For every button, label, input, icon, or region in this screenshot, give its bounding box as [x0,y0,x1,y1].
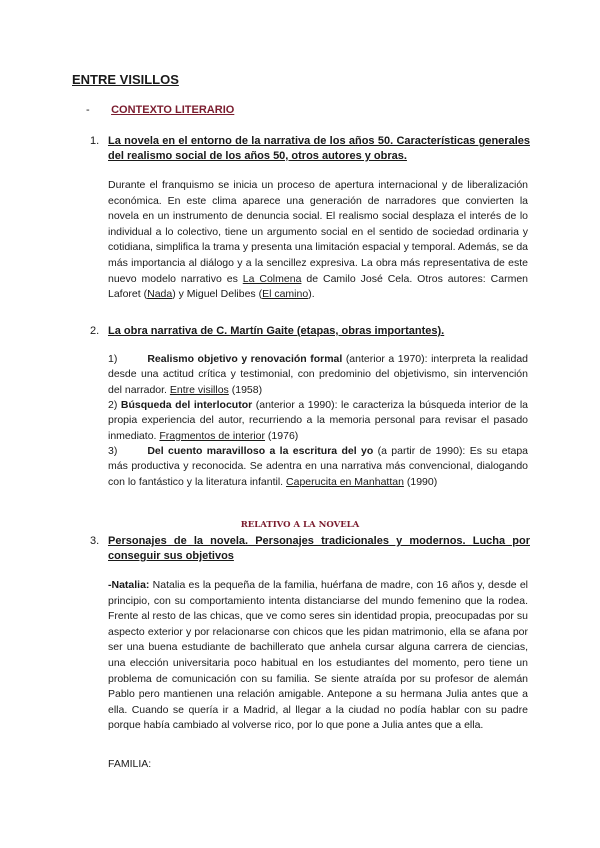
bullet-dash: - [86,104,90,116]
work-el-camino: El camino [262,288,309,301]
section-2-number: 2. [90,325,100,337]
context-bullet [86,104,234,116]
paragraph-text-a: Durante el franquismo se inicia un proceso de apertura internacional y de liberalización económica. En este clima aparece una generación de narradores que convierten la novela en un instrumento de denuncia social. El realismo social desplaza el interés de lo individual a lo colectivo, tiene un argumento social en el sentido de sociedad ordinaria y cotidiana, simplifica la trama y presenta una limitación espacial y temporal. Además, se da más importancia al diálogo y a la sencillez expresiva. La obra más representativa de este nuevo modelo narrativo es [108,179,528,285]
work-nada: Nada [147,288,173,301]
section-1-heading [90,134,530,164]
stage-work: Fragmentos de interior [159,429,266,442]
novel-section-title: RELATIVO A LA NOVELA [240,520,360,530]
section-1-number: 1. [90,135,100,147]
stage-year: (1990) [403,475,438,488]
stage-title: Búsqueda del interlocutor [120,399,253,411]
section-1-paragraph [108,178,528,303]
context-heading: CONTEXTO LITERARIO [111,104,235,116]
section-2-heading-text: La obra narrativa de C. Martín Gaite (etapas, obras importantes). [108,325,445,337]
stage-title: Del cuento maravilloso a la escritura del yo [147,445,374,457]
stage-label: 1) [108,353,118,365]
paragraph-text-c: ) y Miguel Delibes ( [172,288,263,301]
stage-year: (1958) [228,383,263,396]
character-name: -Natalia: [108,579,150,591]
paragraph-text-b: de Camilo José Cela. Otros autores: Carmen Laforet ( [108,272,529,301]
stage-label: 3) [108,445,118,457]
section-1-heading-text: La novela en el entorno de la narrativa de los años 50. Características generales del realismo social de los años 50, otros autores y obras. [108,135,530,162]
stage-text: (anterior a 1970): interpreta la realidad desde una actitud crítica y testimonial, con predominio del objetivismo, sin intervención del narrador. [108,353,528,396]
section-3-heading [90,534,530,564]
stage-year: (1976) [265,429,299,442]
stage-label: 2) [108,399,118,411]
paragraph-text-d: ). [308,288,315,301]
section-2-heading [90,324,530,339]
stage-work: Entre visillos [169,383,229,396]
section-3-heading-text: Personajes de la novela. Personajes tradicionales y modernos. Lucha por conseguir sus objetivos [108,535,530,562]
section-3-number: 3. [90,535,100,547]
stage-title: Realismo objetivo y renovación formal [147,353,343,365]
stage-work: Caperucita en Manhattan [286,475,404,488]
stage-item-3 [108,444,528,490]
familia-label: FAMILIA: [108,758,152,770]
work-la-colmena: La Colmena [242,272,302,285]
document-title: ENTRE VISILLOS [72,72,179,87]
stage-text: (a partir de 1990): Es su etapa más productiva y reconocida. Se adentra en una narrativa más convencional, dialogando con lo fantástico y la literatura infantil. [108,445,529,488]
stage-item-1 [108,352,528,398]
natalia-text: Natalia es la pequeña de la familia, huérfana de madre, con 16 años y, desde el principio, con su comportamiento intenta distanciarse del mundo femenino que la rodea. Frente al resto de las chicas, que ve como seres sin identidad propia, preocupadas por su aspecto exterior y por relacionarse con chicos que les pidan matrimonio, ella se afana por ser una buena estudiante de bachillerato que anhela cursar alguna carrera de ciencias, una elección universitaria poco habitual en los estudiantes del momento, pero tiene un problema de comunicación con su familia. Se siente atraída por su profesor de alemán Pablo pero mantienen una relación amigable. Antepone a su hermana Julia antes que a ella. Cuando se quería ir a Madrid, al llegar a la ciudad no podía hablar con su padre porque había cambiado al volverse rico, por lo que pone a Julia antes que a ella. [108,579,528,732]
stage-item-2 [108,398,528,444]
stage-text: (anterior a 1990): le caracteriza la búsqueda interior de la propia experiencia del autor, recurriendo a la memoria personal para revisar el pasado inmediato. [108,399,528,442]
natalia-paragraph [108,578,528,734]
